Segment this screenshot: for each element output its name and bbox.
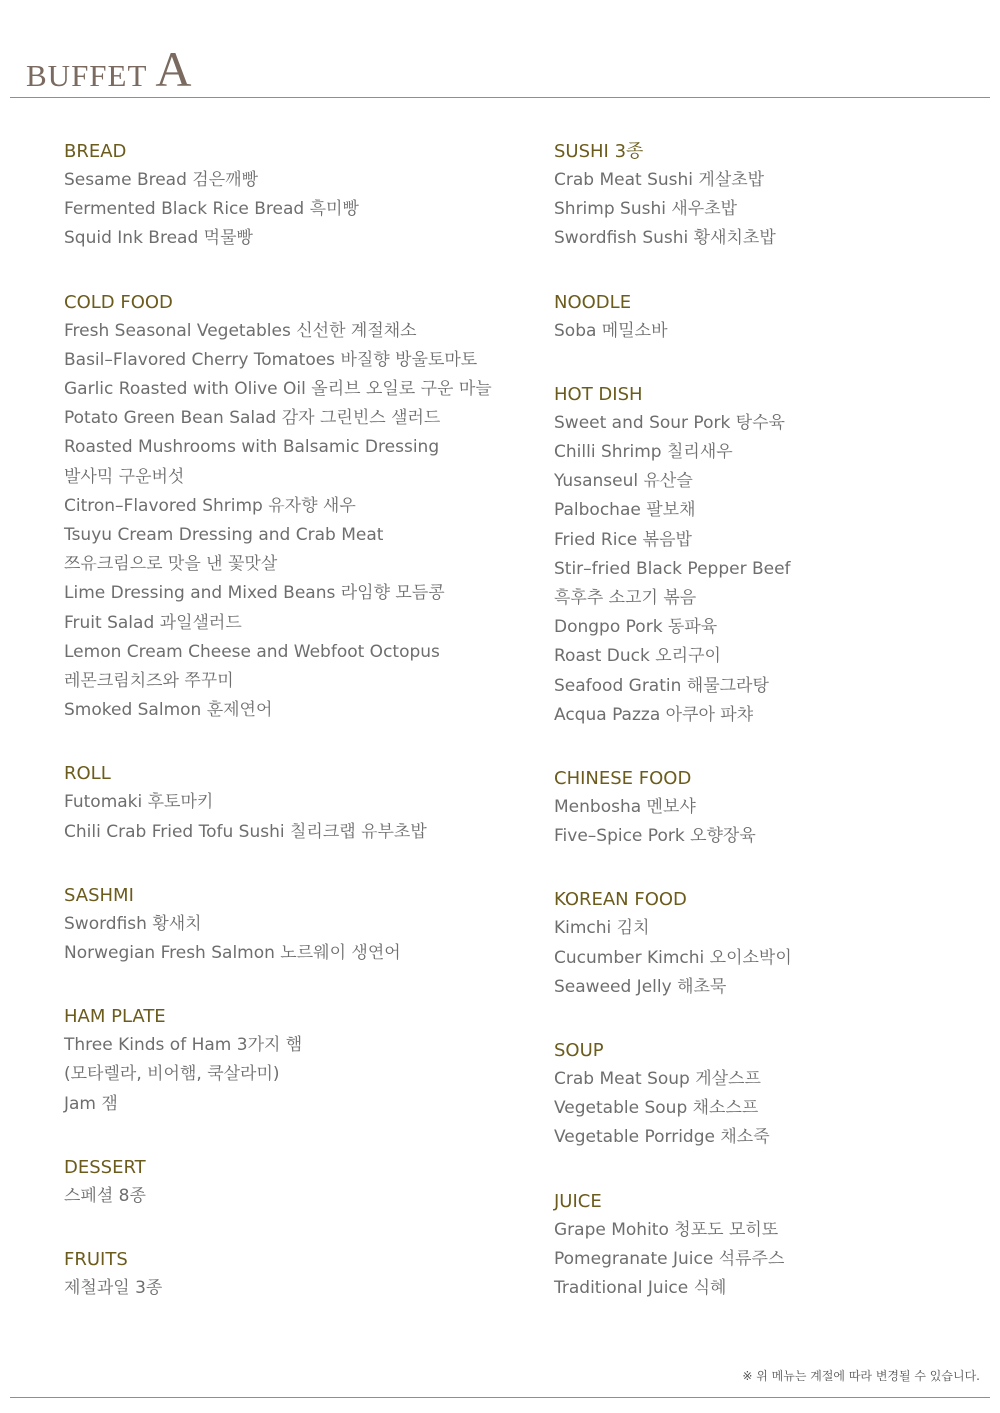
menu-section-sashmi xyxy=(64,881,514,968)
menu-item-list xyxy=(554,166,984,254)
section-heading: NOODLE xyxy=(554,291,632,313)
menu-item: Lemon Cream Cheese and Webfoot Octopus xyxy=(64,641,440,662)
menu-section-chinese-food xyxy=(554,764,984,851)
menu-section-roll xyxy=(64,759,514,846)
section-heading: FRUITS xyxy=(64,1249,128,1271)
menu-item: Acqua Pazza 아쿠아 파챠 xyxy=(554,704,754,725)
menu-item: Vegetable Porridge 채소죽 xyxy=(554,1127,770,1148)
footer-divider xyxy=(10,1397,990,1398)
menu-section-juice xyxy=(554,1187,984,1304)
menu-item: Palbochae 팔보채 xyxy=(554,500,696,521)
menu-section-noodle xyxy=(554,288,984,346)
section-heading: HOT DISH xyxy=(554,383,643,405)
menu-item-list xyxy=(64,1274,514,1303)
page-title-letter: A xyxy=(155,41,192,97)
menu-item: 레몬크림치즈와 쭈꾸미 xyxy=(64,671,234,692)
menu-item: Basil–Flavored Cherry Tomatoes 바질향 방울토마토 xyxy=(64,349,478,370)
menu-item: 발사믹 구운버섯 xyxy=(64,466,185,487)
menu-item: Sesame Bread 검은깨빵 xyxy=(64,170,258,190)
section-heading: DESSERT xyxy=(64,1156,146,1178)
menu-section-cold-food xyxy=(64,288,514,726)
menu-item-list xyxy=(64,1031,514,1119)
section-heading: CHINESE FOOD xyxy=(554,768,692,790)
menu-item: Futomaki 후토마키 xyxy=(64,792,214,813)
menu-item: Roasted Mushrooms with Balsamic Dressing xyxy=(64,437,440,458)
menu-item: Shrimp Sushi 새우초밥 xyxy=(554,199,738,220)
menu-item: Five–Spice Pork 오향장육 xyxy=(554,826,756,847)
page-title-word: BUFFET xyxy=(26,58,148,93)
menu-section-hot-dish xyxy=(554,380,984,730)
menu-item: Jam 잼 xyxy=(64,1093,118,1114)
menu-item: (모타렐라, 비어햄, 쿡살라미) xyxy=(64,1064,280,1085)
menu-item: Seaweed Jelly 해초묵 xyxy=(554,976,727,997)
menu-section-bread xyxy=(64,137,514,254)
menu-section-fruits xyxy=(64,1245,514,1303)
menu-item: Smoked Salmon 훈제연어 xyxy=(64,700,273,721)
menu-item: Fruit Salad 과일샐러드 xyxy=(64,612,242,633)
menu-item: Three Kinds of Ham 3가지 햄 xyxy=(64,1035,303,1056)
menu-item-list xyxy=(64,317,514,726)
menu-item: Soba 메밀소바 xyxy=(554,320,668,341)
menu-item-list xyxy=(64,788,514,846)
menu-item: Yusanseul 유산슬 xyxy=(554,471,693,492)
header-divider xyxy=(10,97,990,98)
menu-item: Crab Meat Sushi 게살초밥 xyxy=(554,170,765,190)
menu-item-list xyxy=(64,910,514,968)
menu-item: Roast Duck 오리구이 xyxy=(554,646,721,667)
menu-item-list xyxy=(554,793,984,851)
section-heading: SUSHI 3종 xyxy=(554,141,644,162)
menu-item: Sweet and Sour Pork 탕수육 xyxy=(554,412,785,433)
menu-item-list xyxy=(64,166,514,254)
menu-item: Cucumber Kimchi 오이소박이 xyxy=(554,947,792,968)
menu-item: Stir–fried Black Pepper Beef xyxy=(554,558,791,579)
page-title xyxy=(26,40,192,98)
menu-left-column xyxy=(64,137,514,1337)
footer-note: ※ 위 메뉴는 계절에 따라 변경될 수 있습니다. xyxy=(742,1369,980,1383)
menu-item: 스페셜 8종 xyxy=(64,1185,146,1206)
menu-right-column xyxy=(554,137,984,1337)
menu-item-list xyxy=(554,317,984,346)
menu-item: Traditional Juice 식혜 xyxy=(554,1278,727,1299)
menu-item: Kimchi 김치 xyxy=(554,918,650,939)
menu-item: Squid Ink Bread 먹물빵 xyxy=(64,228,253,249)
menu-section-sushi-3 xyxy=(554,137,984,254)
menu-item: Chilli Shrimp 칠리새우 xyxy=(554,442,733,463)
section-heading: SOUP xyxy=(554,1040,604,1062)
menu-item: Grape Mohito 청포도 모히또 xyxy=(554,1219,779,1240)
menu-item-list xyxy=(64,1182,514,1211)
menu-item: 제철과일 3종 xyxy=(64,1278,163,1299)
section-heading: ROLL xyxy=(64,763,111,785)
menu-item: Dongpo Pork 동파육 xyxy=(554,617,718,638)
section-heading: KOREAN FOOD xyxy=(554,889,687,911)
menu-item: Garlic Roasted with Olive Oil 올리브 오일로 구운 마늘 xyxy=(64,379,492,400)
menu-item: Crab Meat Soup 게살스프 xyxy=(554,1069,761,1090)
menu-item: Lime Dressing and Mixed Beans 라임향 모듬콩 xyxy=(64,583,445,604)
menu-item: Norwegian Fresh Salmon 노르웨이 생연어 xyxy=(64,943,401,964)
menu-section-soup xyxy=(554,1036,984,1153)
section-heading: BREAD xyxy=(64,141,127,162)
section-heading: JUICE xyxy=(554,1190,602,1212)
menu-item: Potato Green Bean Salad 감자 그린빈스 샐러드 xyxy=(64,408,441,429)
menu-item: Pomegranate Juice 석류주스 xyxy=(554,1248,785,1269)
section-heading: HAM PLATE xyxy=(64,1006,166,1028)
menu-item: Swordfish Sushi 황새치초밥 xyxy=(554,228,776,249)
menu-item: 흑후추 소고기 볶음 xyxy=(554,588,697,609)
menu-item: Swordfish 황새치 xyxy=(64,913,202,934)
menu-item: Fermented Black Rice Bread 흑미빵 xyxy=(64,199,359,220)
menu-item: Fresh Seasonal Vegetables 신선한 계절채소 xyxy=(64,320,417,341)
menu-item-list xyxy=(554,1216,984,1304)
section-heading: COLD FOOD xyxy=(64,291,173,313)
menu-item: Tsuyu Cream Dressing and Crab Meat xyxy=(64,525,384,546)
menu-item: Seafood Gratin 해물그라탕 xyxy=(554,675,769,696)
menu-item: 쯔유크림으로 맛을 낸 꽃맛살 xyxy=(64,554,278,575)
menu-item-list xyxy=(554,914,984,1002)
menu-item-list xyxy=(554,409,984,730)
menu-section-korean-food xyxy=(554,885,984,1002)
section-heading: SASHMI xyxy=(64,884,134,906)
menu-section-ham-plate xyxy=(64,1002,514,1119)
menu-item-list xyxy=(554,1065,984,1153)
menu-item: Citron–Flavored Shrimp 유자향 새우 xyxy=(64,495,356,516)
menu-item: Vegetable Soup 채소스프 xyxy=(554,1098,759,1119)
menu-item: Chili Crab Fried Tofu Sushi 칠리크랩 유부초밥 xyxy=(64,821,427,842)
menu-section-dessert xyxy=(64,1153,514,1211)
menu-item: Fried Rice 볶음밥 xyxy=(554,529,692,550)
menu-item: Menbosha 멘보샤 xyxy=(554,797,696,818)
